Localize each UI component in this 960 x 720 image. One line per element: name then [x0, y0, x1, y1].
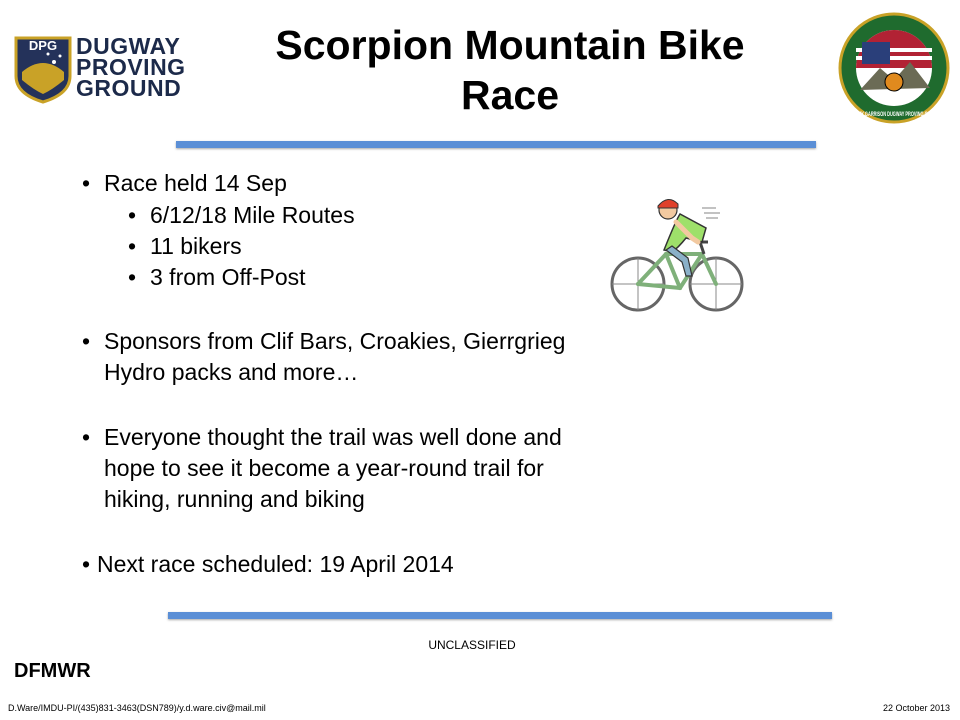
logo-line: GROUND — [76, 75, 182, 101]
logo-wordmark — [76, 33, 198, 101]
bullet-continuation: hope to see it become a year-round trail for — [104, 455, 544, 481]
bullet-text: Sponsors from Clif Bars, Croakies, Gierrgrieg — [104, 328, 566, 354]
seal-text: US ARMY GARRISON DUGWAY PROVING GROUND — [846, 112, 943, 118]
dpg-logo — [12, 30, 197, 108]
bullet-item: • Everyone thought the trail was well done and — [82, 424, 562, 450]
bullet-continuation: Hydro packs and more… — [104, 359, 359, 385]
title-line-1: Scorpion Mountain Bike — [275, 22, 745, 68]
cyclist-icon — [606, 192, 746, 314]
bullet-item: • Sponsors from Clif Bars, Croakies, Gierrgrieg — [82, 328, 566, 354]
bullet-text: Race held 14 Sep — [104, 170, 287, 196]
logo-line: PROVING — [76, 54, 186, 80]
bottom-rule — [168, 612, 832, 619]
footer-contact: D.Ware/IMDU-PI/(435)831-3463(DSN789)/y.d.ware.civ@mail.mil — [8, 703, 266, 713]
logo-line: DUGWAY — [76, 33, 181, 59]
slide-title — [200, 20, 820, 120]
bullet-item: • Race held 14 Sep — [82, 170, 287, 196]
logo-initials: DPG — [28, 38, 58, 53]
footer-date: 22 October 2013 — [882, 703, 950, 713]
title-line-2: Race — [460, 72, 559, 118]
bullet-text: 6/12/18 Mile Routes — [150, 202, 355, 228]
bullet-text: Everyone thought the trail was well done and — [104, 424, 562, 450]
classification-label: UNCLASSIFIED — [428, 638, 516, 652]
sub-bullet-item: • 11 bikers — [128, 233, 242, 259]
bullet-text: 3 from Off-Post — [150, 264, 306, 290]
org-label: DFMWR — [14, 660, 91, 682]
dpg-shield-icon — [12, 32, 74, 104]
top-rule — [176, 141, 816, 148]
sub-bullet-item: • 3 from Off-Post — [128, 264, 306, 290]
bullet-text: Next race scheduled: 19 April 2014 — [97, 551, 454, 577]
sub-bullet-item: • 6/12/18 Mile Routes — [128, 202, 355, 228]
army-garrison-seal-icon — [838, 12, 950, 124]
bullet-continuation: hiking, running and biking — [104, 486, 365, 512]
bullet-text: 11 bikers — [150, 233, 242, 259]
bullet-item: • Next race scheduled: 19 April 2014 — [82, 551, 454, 577]
